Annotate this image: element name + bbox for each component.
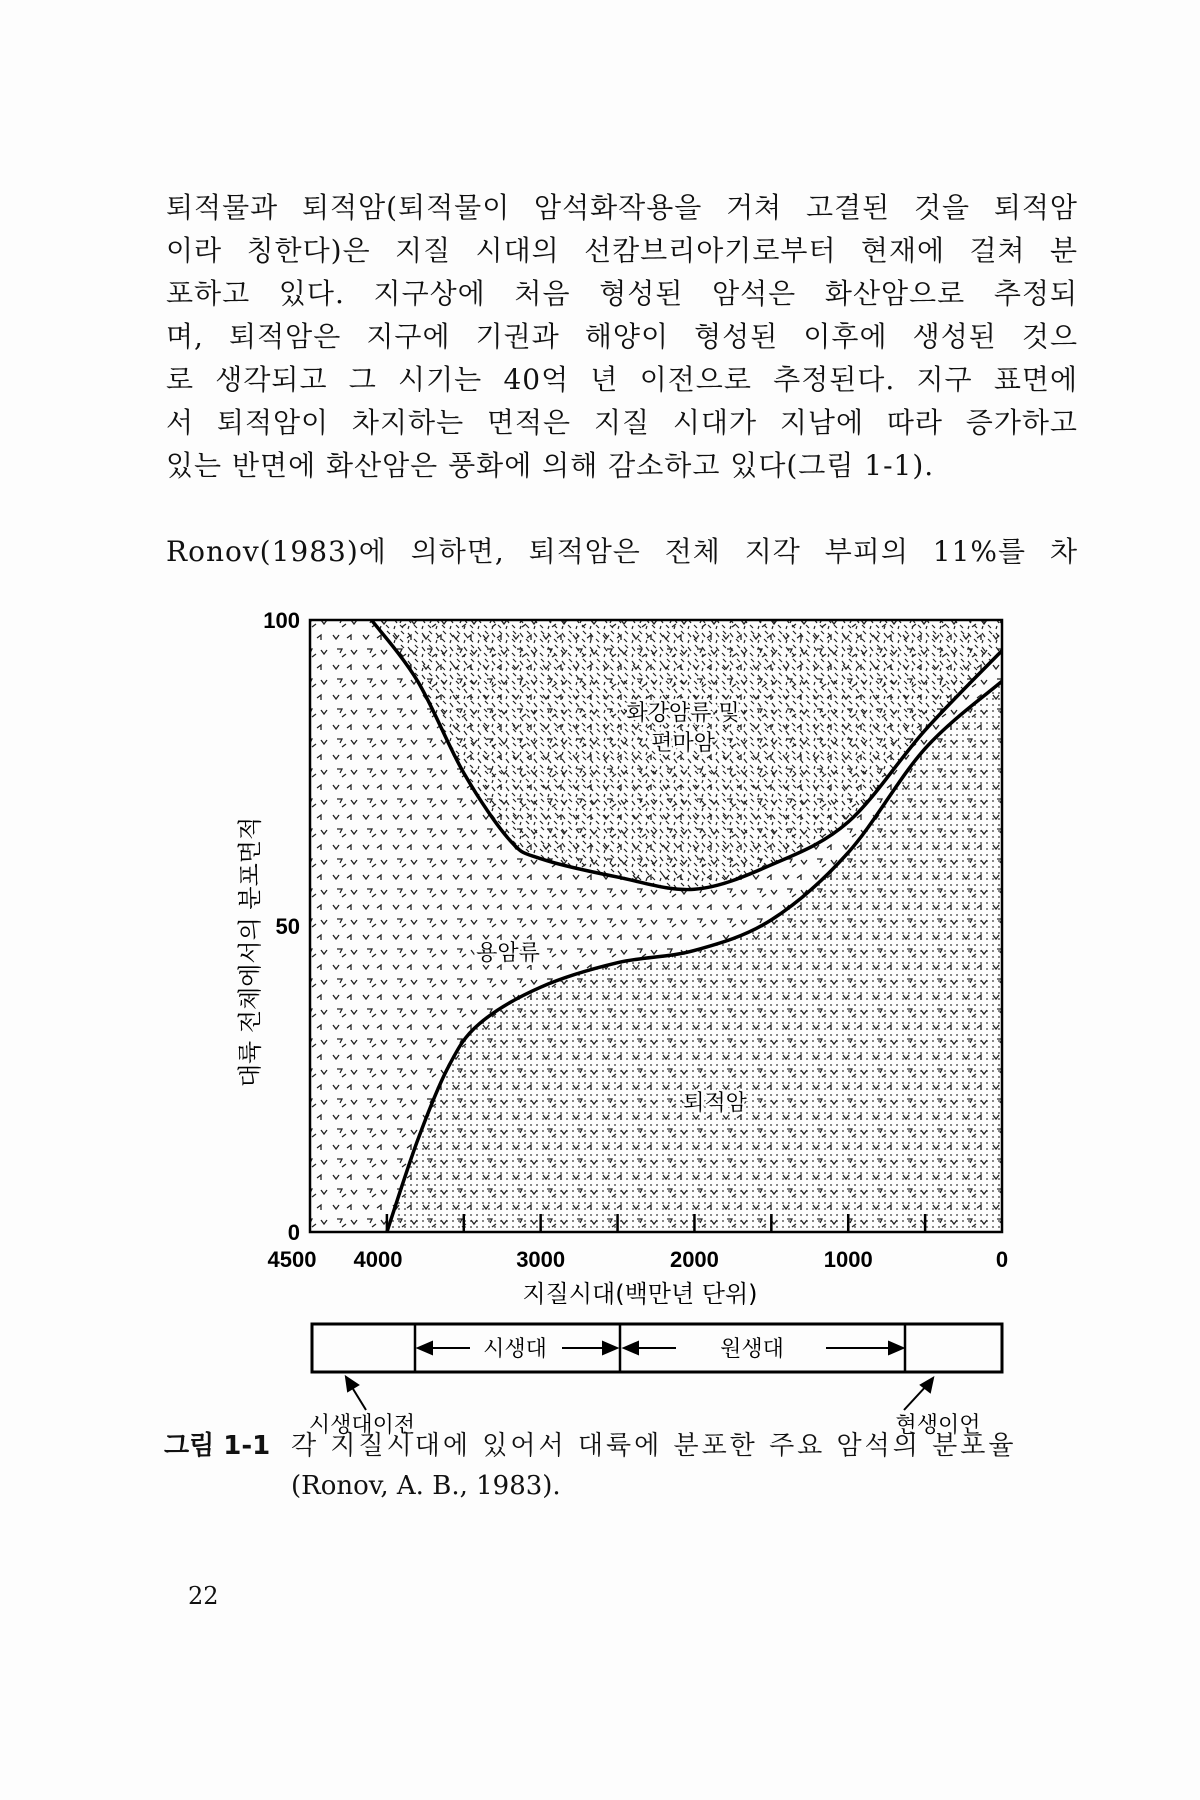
caption-reference: (Ronov, A. B., 1983). xyxy=(291,1471,561,1501)
era-label-phanerozoic: 현생이언 xyxy=(895,1413,981,1438)
x-tick-label: 4000 xyxy=(353,1247,403,1272)
region-label-granite-line1: 화강암류 및 xyxy=(626,701,740,726)
region-label-granite-line2: 편마암 xyxy=(651,731,715,756)
era-label-pre-archean: 시생대이전 xyxy=(308,1413,416,1438)
text-line: 포하고 있다. 지구상에 처음 형성된 암석은 화산암으로 추정되 xyxy=(166,277,1078,310)
text-line: 이라 칭한다)은 지질 시대의 선캄브리아기로부터 현재에 걸쳐 분 xyxy=(166,234,1078,267)
text-line: 며, 퇴적암은 지구에 기권과 해양이 형성된 이후에 생성된 것으 xyxy=(166,320,1078,353)
x-tick-label: 1000 xyxy=(823,1247,873,1272)
page-number: 22 xyxy=(188,1582,219,1610)
era-label-archean: 시생대 xyxy=(483,1337,547,1362)
region-label-lava: 용암류 xyxy=(476,941,540,966)
x-tick-label: 2000 xyxy=(669,1247,719,1272)
y-tick-label: 50 xyxy=(275,914,300,939)
y-tick-label: 100 xyxy=(263,608,300,633)
figure-caption xyxy=(164,1426,1084,1506)
x-tick-label: 0 xyxy=(995,1247,1009,1272)
text-line: 로 생각되고 그 시기는 40억 년 이전으로 추정된다. 지구 표면에 xyxy=(166,363,1078,396)
caption-text: 각 지질시대에 있어서 대륙에 분포한 주요 암석의 분포율 xyxy=(291,1431,1017,1461)
era-label-proterozoic: 원생대 xyxy=(720,1337,784,1362)
x-tick-label: 3000 xyxy=(516,1247,566,1272)
caption-label: 그림 1-1 xyxy=(164,1431,271,1461)
x-axis-label: 지질시대(백만년 단위) xyxy=(522,1280,758,1308)
era-arrows xyxy=(346,1342,933,1410)
x-tick-label: 4500 xyxy=(267,1247,317,1272)
text-line: 퇴적물과 퇴적암(퇴적물이 암석화작용을 거쳐 고결된 것을 퇴적암 xyxy=(166,191,1078,224)
region-label-sediment: 퇴적암 xyxy=(683,1091,747,1116)
y-axis-label: 대륙 전체에서의 분포면적 xyxy=(236,816,264,1088)
x-axis-tick-labels xyxy=(268,1247,1009,1272)
text-line: 서 퇴적암이 차지하는 면적은 지질 시대가 지남에 따라 증가하고 xyxy=(166,406,1078,439)
era-timeline xyxy=(309,1324,1002,1438)
y-axis-tick-labels xyxy=(263,608,300,1245)
y-tick-label: 0 xyxy=(287,1220,300,1245)
text-line: Ronov(1983)에 의하면, 퇴적암은 전체 지각 부피의 11%를 차 xyxy=(166,535,1078,568)
text-line: 있는 반면에 화산암은 풍화에 의해 감소하고 있다(그림 1-1). xyxy=(166,449,935,482)
